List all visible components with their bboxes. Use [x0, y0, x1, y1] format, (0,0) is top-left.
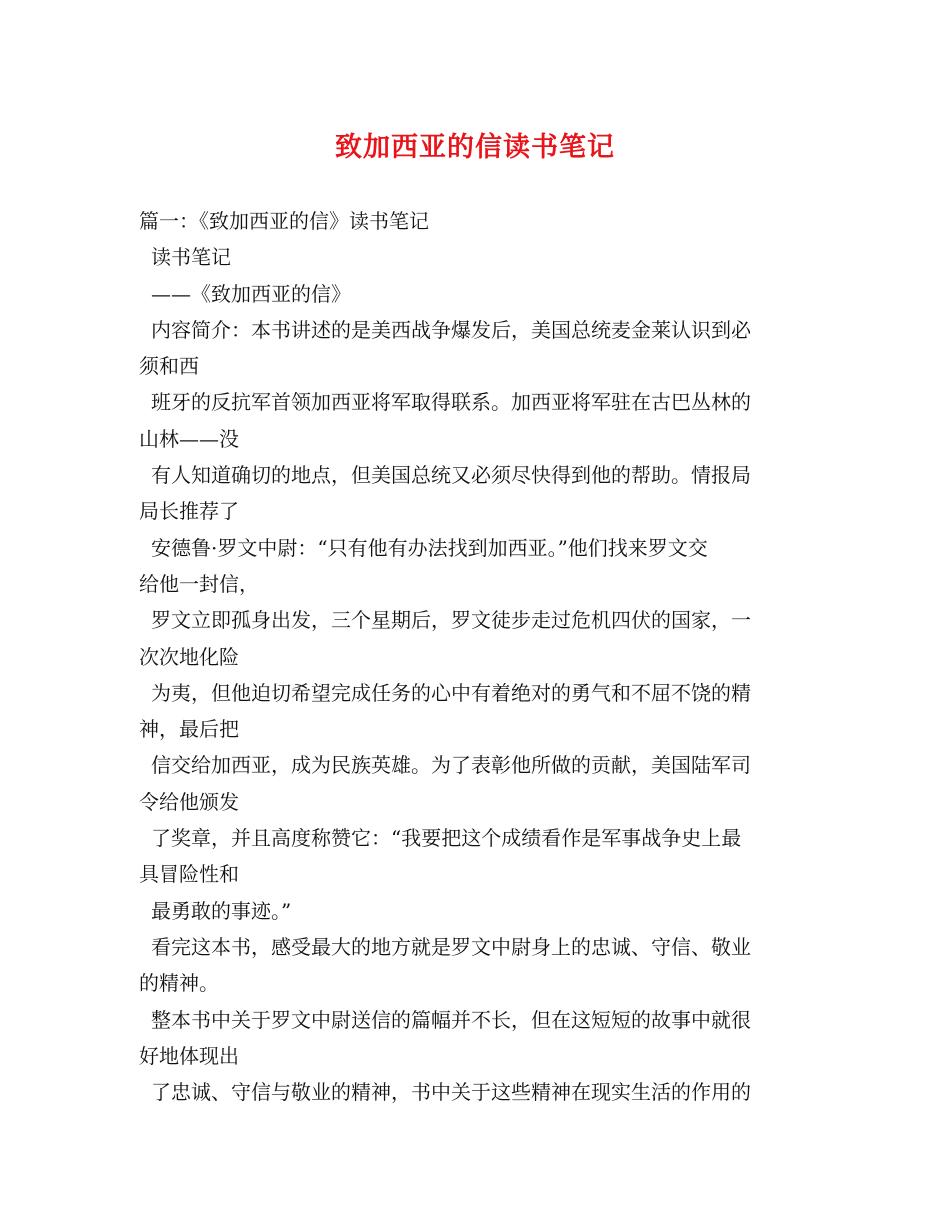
text-line: 整本书中关于罗文中尉送信的篇幅并不长，但在这短短的故事中就很	[151, 1007, 751, 1032]
document-body	[139, 203, 819, 1110]
text-line: 看完这本书，感受最大的地方就是罗文中尉身上的忠诚、守信、敬业	[151, 934, 751, 959]
text-line: 令给他颁发	[139, 789, 239, 814]
text-line: 次次地化险	[139, 644, 239, 669]
text-line: 好地体现出	[139, 1043, 239, 1068]
text-line: 内容简介：本书讲述的是美西战争爆发后，美国总统麦金莱认识到必	[151, 317, 751, 342]
text-line: 安德鲁·罗文中尉：“只有他有办法找到加西亚。”他们找来罗文交	[151, 535, 708, 560]
text-line: 为夷，但他迫切希望完成任务的心中有着绝对的勇气和不屈不饶的精	[151, 680, 751, 705]
text-line: 读书笔记	[151, 245, 231, 270]
text-line: 山林——没	[139, 426, 239, 451]
text-line: 具冒险性和	[139, 862, 239, 887]
text-line: ——《致加西亚的信》	[151, 281, 351, 306]
text-line: 了忠诚、守信与敬业的精神，书中关于这些精神在现实生活的作用的	[151, 1080, 751, 1105]
text-line: 的精神。	[139, 971, 219, 996]
text-line: 给他一封信，	[139, 571, 259, 596]
text-line: 信交给加西亚，成为民族英雄。为了表彰他所做的贡献，美国陆军司	[151, 753, 751, 778]
text-line: 篇一：《致加西亚的信》读书笔记	[139, 209, 429, 233]
text-line: 罗文立即孤身出发，三个星期后，罗文徒步走过危机四伏的国家，一	[151, 608, 751, 633]
text-line: 神，最后把	[139, 717, 239, 742]
text-line: 有人知道确切的地点，但美国总统又必须尽快得到他的帮助。情报局	[151, 463, 751, 488]
text-line: 班牙的反抗军首领加西亚将军取得联系。加西亚将军驻在古巴丛林的	[151, 390, 751, 415]
text-line: 最勇敢的事迹。”	[151, 898, 292, 923]
text-line: 局长推荐了	[139, 499, 239, 524]
text-line: 须和西	[139, 354, 199, 379]
document-title: 致加西亚的信读书笔记	[335, 132, 615, 163]
text-line: 了奖章，并且高度称赞它：“我要把这个成绩看作是军事战争史上最	[151, 826, 742, 851]
